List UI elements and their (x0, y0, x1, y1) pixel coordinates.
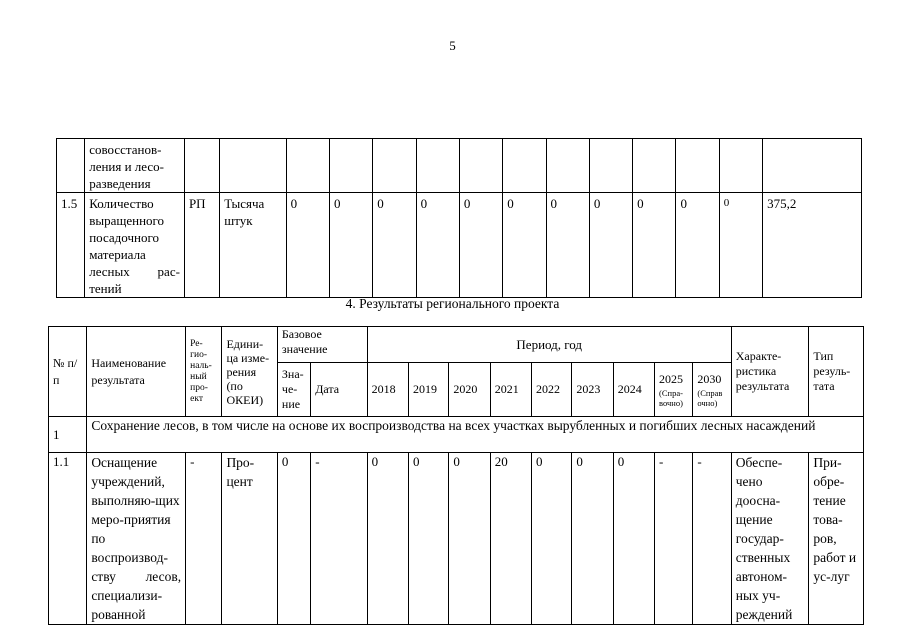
row-number-cell: 1.1 (49, 453, 87, 625)
value-cell: 0 (286, 193, 329, 298)
value-cell: 0 (503, 193, 546, 298)
header-year: 2020 (449, 363, 490, 417)
header-row (49, 327, 864, 363)
value-cell: 0 (546, 193, 589, 298)
header-characteristic: Характе-ристика результата (731, 327, 809, 417)
base-value-cell: 0 (277, 453, 310, 625)
header-regional-project: Ре-гио-наль-ный про-ект (186, 327, 222, 417)
table-row (49, 453, 864, 625)
year-value-cell: 20 (490, 453, 531, 625)
year-value-cell: 0 (532, 453, 572, 625)
section-number-cell: 1 (49, 417, 87, 453)
table-row (57, 139, 862, 193)
header-period: Период, год (367, 327, 731, 363)
header-base-value: Базовое значение (277, 327, 367, 363)
value-cell (676, 139, 719, 193)
value-cell (373, 139, 416, 193)
value-cell: 0 (719, 193, 762, 298)
value-cell (286, 139, 329, 193)
row-number-cell (57, 139, 85, 193)
year-value-cell: - (655, 453, 693, 625)
row-number-cell: 1.5 (57, 193, 85, 298)
section-row (49, 417, 864, 453)
value-cell: 0 (633, 193, 676, 298)
value-cell (416, 139, 459, 193)
unit-cell: Тысяча штук (220, 193, 286, 298)
year-value-cell: 0 (572, 453, 613, 625)
year-value-cell: 0 (367, 453, 408, 625)
project-cell (184, 139, 219, 193)
header-number: № п/п (49, 327, 87, 417)
base-date-cell: - (311, 453, 367, 625)
header-base-value-amount: Зна-че-ние (277, 363, 310, 417)
header-year-2030 (693, 363, 731, 417)
unit-cell (220, 139, 286, 193)
previous-table-continuation (56, 138, 862, 298)
header-year: 2023 (572, 363, 613, 417)
project-cell: РП (184, 193, 219, 298)
header-name: Наименование результата (87, 327, 186, 417)
header-result-type: Тип резуль-тата (809, 327, 864, 417)
value-cell (589, 139, 632, 193)
value-cell (546, 139, 589, 193)
header-unit: Едини-ца изме-рения (по ОКЕИ) (222, 327, 277, 417)
value-cell: 0 (416, 193, 459, 298)
value-cell (329, 139, 372, 193)
value-cell (503, 139, 546, 193)
page-number: 5 (449, 38, 456, 53)
year-value-cell: 0 (409, 453, 449, 625)
value-cell (719, 139, 762, 193)
value-cell: 0 (676, 193, 719, 298)
table-row (57, 193, 862, 298)
header-year-2025 (655, 363, 693, 417)
header-year: 2022 (532, 363, 572, 417)
value-cell: 0 (373, 193, 416, 298)
year-note: (Справ очно) (697, 388, 723, 408)
section-text-cell: Сохранение лесов, в том числе на основе их воспроизводства на всех участках вырубленных и погибших лесных насаждений (87, 417, 864, 453)
value-cell (633, 139, 676, 193)
value-cell (459, 139, 502, 193)
indicator-name-cell: совосстанов-ления и лесо-разведения (85, 139, 185, 193)
header-year: 2018 (367, 363, 408, 417)
year-value-cell: 0 (449, 453, 490, 625)
year-label: 2025 (659, 372, 684, 386)
header-base-date: Дата (311, 363, 367, 417)
value-cell: 0 (589, 193, 632, 298)
project-cell: - (186, 453, 222, 625)
value-cell: 0 (329, 193, 372, 298)
value-cell (763, 139, 862, 193)
year-value-cell: - (693, 453, 731, 625)
year-note: (Спра-вочно) (659, 388, 683, 408)
value-cell: 375,2 (763, 193, 862, 298)
section-title: 4. Результаты регионального проекта (345, 296, 560, 311)
header-year: 2024 (613, 363, 654, 417)
result-type-cell: При-обре-тение това-ров, работ и ус-луг (809, 453, 864, 625)
unit-cell: Про-цент (222, 453, 277, 625)
indicator-name-cell: Количество выращенного посадочного материала лесных рас-тений (85, 193, 185, 298)
result-name-cell: Оснащение учреждений, выполняю-щих меро-приятия по воспроизвод-ству лесов, специализи-рованной (87, 453, 186, 625)
header-year: 2021 (490, 363, 531, 417)
characteristic-cell: Обеспе-чено доосна-щение государ-ственных автоном-ных уч-реждений (731, 453, 809, 625)
year-value-cell: 0 (613, 453, 654, 625)
results-table (48, 326, 864, 625)
value-cell: 0 (459, 193, 502, 298)
header-year: 2019 (409, 363, 449, 417)
year-label: 2030 (697, 372, 722, 386)
